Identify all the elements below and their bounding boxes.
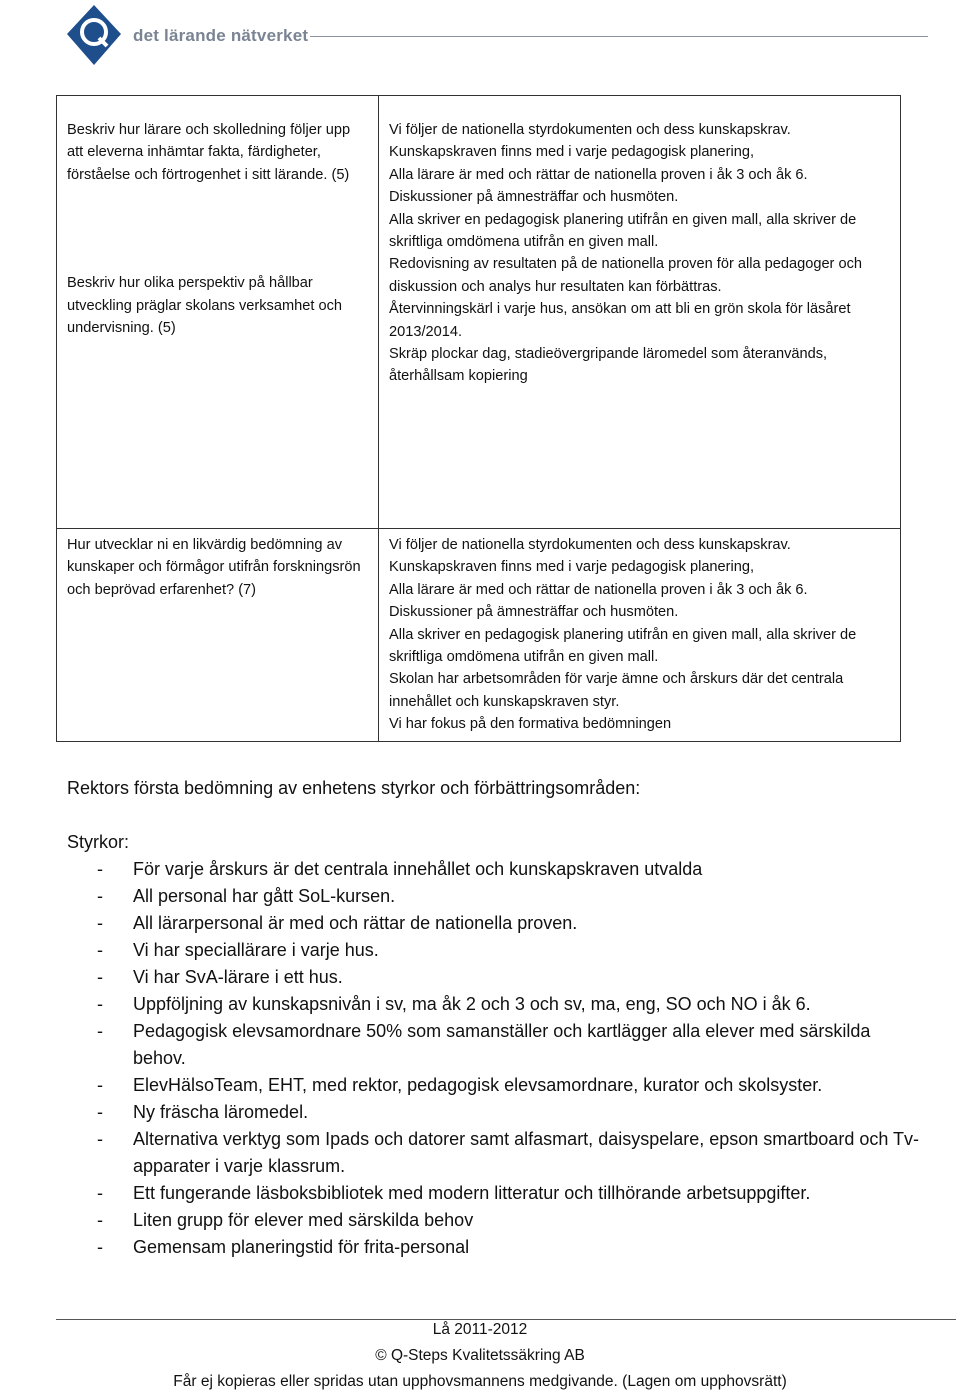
- q-steps-logo: [66, 4, 122, 66]
- answer-line: Alla skriver en pedagogisk planering utifrån en given mall, alla skriver de skriftliga omdömena utifrån en given mall.: [389, 626, 857, 666]
- assessment-section: [67, 775, 927, 1261]
- answer-line: Alla lärare är med och rättar de nationella proven i åk 3 och åk 6.: [389, 581, 808, 598]
- list-item: - Ett fungerande läsboksbibliotek med modern litteratur och tillhörande arbetsuppgifter.: [97, 1183, 811, 1203]
- answer-line: Vi följer de nationella styrdokumenten och dess kunskapskrav.: [389, 122, 791, 138]
- answer-line: Skolan har arbetsområden för varje ämne och årskurs där det centrala innehållet och kunskapskraven styr.: [389, 671, 844, 710]
- answer-cell: [379, 529, 901, 742]
- table-row: [57, 529, 901, 742]
- footer-copyright: © Q-Steps Kvalitetssäkring AB: [375, 1347, 585, 1364]
- list-item: - Pedagogisk elevsamordnare 50% som samanställer och kartlägger alla elever med särskilda behov.: [97, 1021, 871, 1068]
- footer-year: Lå 2011-2012: [432, 1321, 528, 1338]
- footer-notice: Får ej kopieras eller spridas utan upphovsmannens medgivande. (Lagen om upphovsrätt): [173, 1373, 787, 1390]
- header-rule: [310, 36, 928, 37]
- answer-line: Alla skriver en pedagogisk planering utifrån en given mall, alla skriver de skriftliga omdömena utifrån en given mall.: [389, 211, 857, 251]
- list-item: - Liten grupp för elever med särskilda behov: [97, 1210, 474, 1230]
- question-text: Hur utvecklar ni en likvärdig bedömning av kunskaper och förmågor utifrån forskningsrön och beprövad erfarenhet? (7): [67, 537, 361, 598]
- answer-cell: [379, 96, 901, 529]
- answer-line: Alla lärare är med och rättar de nationella proven i åk 3 och åk 6.: [389, 166, 808, 183]
- answer-line: Vi följer de nationella styrdokumenten och dess kunskapskrav.: [389, 537, 791, 553]
- answer-line: Redovisning av resultaten på de nationella proven för alla pedagoger och diskussion och analys hur resultaten kan förbättras.: [389, 256, 862, 295]
- list-item: - För varje årskurs är det centrala innehållet och kunskapskraven utvalda: [97, 859, 703, 879]
- answer-line: Skräp plockar dag, stadieövergripande läromedel som återanvänds, återhållsam kopiering: [389, 346, 828, 385]
- question-text: Beskriv hur lärare och skolledning följer upp att eleverna inhämtar fakta, färdigheter, förståelse och förtrogenhet i sitt lärande. (5): [67, 122, 351, 183]
- list-item: - ElevHälsoTeam, EHT, med rektor, pedagogisk elevsamordnare, kurator och skolsyster.: [97, 1075, 823, 1095]
- list-item: - Vi har speciallärare i varje hus.: [97, 940, 379, 960]
- list-item: - Uppföljning av kunskapsnivån i sv, ma åk 2 och 3 och sv, ma, eng, SO och NO i åk 6.: [97, 994, 811, 1014]
- answer-line: Vi har fokus på den formativa bedömningen: [389, 716, 672, 733]
- assessment-heading: Rektors första bedömning av enhetens styrkor och förbättringsområden:: [67, 778, 641, 798]
- answer-line: Kunskapskraven finns med i varje pedagogisk planering,: [389, 144, 755, 161]
- brand-name: det lärande nätverket: [133, 26, 309, 45]
- answer-line: Återvinningskärl i varje hus, ansökan om att bli en grön skola för läsåret 2013/2014.: [389, 301, 851, 340]
- answer-line: Diskussioner på ämnesträffar och husmöten.: [389, 604, 679, 621]
- list-item: - All personal har gått SoL-kursen.: [97, 886, 396, 906]
- table-row: [57, 96, 901, 529]
- strengths-label: Styrkor:: [67, 832, 130, 852]
- list-item: - Vi har SvA-lärare i ett hus.: [97, 967, 343, 987]
- answer-line: Diskussioner på ämnesträffar och husmöten.: [389, 189, 679, 206]
- strengths-list: [67, 856, 927, 1261]
- answer-line: Kunskapskraven finns med i varje pedagogisk planering,: [389, 559, 755, 576]
- question-cell: [57, 96, 379, 529]
- page-header: [0, 0, 960, 80]
- list-item: - All lärarpersonal är med och rättar de nationella proven.: [97, 913, 578, 933]
- question-answer-table: [56, 95, 901, 742]
- list-item: - Alternativa verktyg som Ipads och datorer samt alfasmart, daisyspelare, epson smartboard och Tv- apparater i varje klassrum.: [97, 1129, 920, 1176]
- question-text: Beskriv hur olika perspektiv på hållbar utveckling präglar skolans verksamhet och undervisning. (5): [67, 275, 342, 337]
- list-item: - Gemensam planeringstid för frita-personal: [97, 1237, 470, 1257]
- question-cell: [57, 529, 379, 742]
- list-item: - Ny fräscha läromedel.: [97, 1102, 309, 1122]
